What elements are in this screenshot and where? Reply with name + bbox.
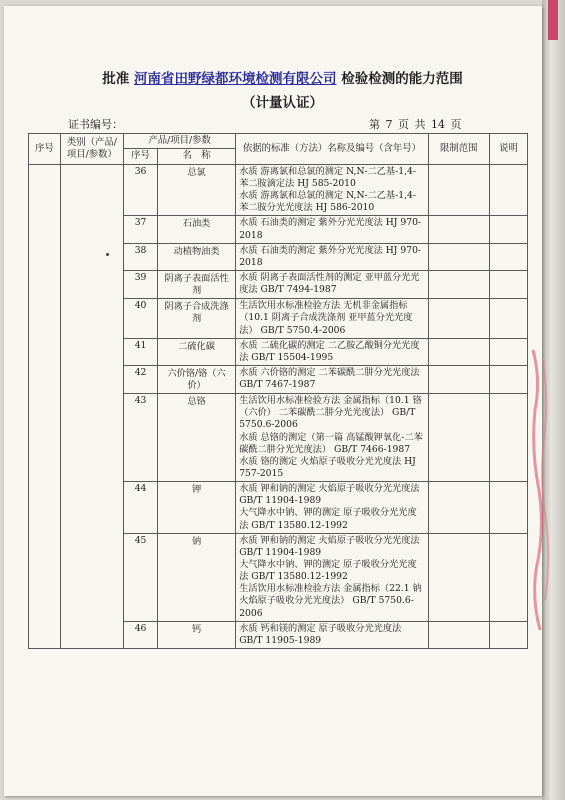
header-product-group: 产品/项目/参数 (124, 134, 236, 149)
standard-text: 水质 二硫化碳的测定 二乙胺乙酸铜分光光度法 GB/T 15504-1995 (239, 339, 420, 363)
item-number: 45 (124, 533, 158, 621)
note-cell (489, 338, 527, 365)
title-prefix: 批准 (102, 71, 130, 87)
standard-cell (236, 216, 428, 243)
standard-cell (236, 621, 428, 648)
standard-cell (236, 270, 428, 298)
item-number: 37 (124, 216, 158, 243)
limit-cell (428, 299, 489, 338)
note-cell (489, 243, 527, 270)
title-suffix: 检验检测的能力范围 (341, 71, 463, 87)
standard-text: 水质 钾和钠的测定 火焰原子吸收分光光度法 GB/T 11904-1989 (239, 483, 420, 507)
limit-cell (428, 365, 489, 393)
standard-cell (236, 338, 428, 365)
standard-text: 水质 石油类的测定 紫外分光光度法 HJ 970-2018 (239, 217, 422, 241)
item-number: 38 (124, 243, 158, 270)
note-cell (489, 270, 527, 298)
header-item-no: 序号 (124, 149, 158, 164)
standard-text: 水质 铬的测定 火焰原子吸收分光光度法 HJ 757-2015 (239, 455, 416, 480)
note-cell (489, 621, 527, 648)
limit-cell (428, 270, 489, 298)
standard-text: 生活饮用水标准检验方法 金属指标（10.1 铬（六价） 二苯碳酰二肼分光光度法） GB/T 5750.6-2006 (239, 395, 422, 431)
header-item-name: 名 称 (157, 149, 235, 164)
standard-cell (236, 299, 428, 338)
standard-text: 水质 总铬的测定（第一篇 高锰酸钾氧化-二苯碳酰二肼分光光度法） GB/T 7466-1987 (239, 431, 423, 455)
item-number: 43 (124, 394, 158, 482)
certificate-number-label: 证书编号： (68, 118, 123, 131)
item-number: 36 (124, 164, 158, 216)
standard-cell (236, 365, 428, 393)
page-subtitle: （计量认证） (242, 95, 323, 111)
limit-cell (428, 338, 489, 365)
note-cell (489, 482, 527, 534)
standard-text: 水质 石油类的测定 紫外分光光度法 HJ 970-2018 (239, 244, 422, 268)
category-cell (60, 164, 123, 648)
table-body (29, 164, 528, 648)
note-cell (489, 533, 527, 621)
item-name: 六价铬/铬（六价） (157, 365, 235, 393)
note-cell (489, 216, 527, 243)
standard-text: 大气降水中钠、钾的测定 原子吸收分光光度法 GB/T 13580.12-1992 (239, 559, 417, 583)
item-name: 动植物油类 (157, 243, 235, 270)
item-name: 总铬 (157, 394, 235, 482)
standard-cell (236, 394, 428, 482)
organization-name: 河南省田野绿都环境检测有限公司 (134, 71, 337, 87)
standard-text: 生活饮用水标准检验方法 无机非金属指标（10.1 阴离子合成洗涤剂 亚甲蓝分光光度法） GB/T 5750.4-2006 (239, 300, 413, 336)
note-cell (489, 394, 527, 482)
limit-cell (428, 482, 489, 534)
header-category: 类别（产品/项目/参数） (60, 134, 123, 165)
limit-cell (428, 243, 489, 270)
standard-cell (236, 164, 428, 216)
limit-cell (428, 216, 489, 243)
header-limit: 限制范围 (428, 134, 489, 165)
seq-cell (29, 164, 61, 648)
item-number: 44 (124, 482, 158, 534)
item-name: 钾 (157, 482, 235, 534)
item-number: 41 (124, 338, 158, 365)
red-seal-stamp (527, 340, 553, 640)
item-name: 阴离子表面活性剂 (157, 270, 235, 298)
standard-text: 水质 游离氯和总氯的测定 N,N-二乙基-1,4-苯二胺分光光度法 HJ 586-2010 (239, 190, 416, 214)
item-name: 钠 (157, 533, 235, 621)
note-cell (489, 299, 527, 338)
item-number: 39 (124, 270, 158, 298)
limit-cell (428, 394, 489, 482)
table-row (29, 164, 528, 216)
header-seq: 序号 (29, 134, 61, 165)
capability-table (28, 133, 528, 649)
standard-text: 水质 钙和镁的测定 原子吸收分光光度法 GB/T 11905-1989 (239, 622, 402, 646)
item-number: 40 (124, 299, 158, 338)
standard-text: 水质 六价铬的测定 二苯碳酰二肼分光光度法 GB/T 7467-1987 (239, 366, 420, 391)
item-name: 二硫化碳 (157, 338, 235, 365)
item-number: 46 (124, 621, 158, 648)
item-name: 钙 (157, 621, 235, 648)
limit-cell (428, 621, 489, 648)
limit-cell (428, 533, 489, 621)
item-name: 阴离子合成洗涤剂 (157, 299, 235, 338)
standard-text: 水质 阴离子表面活性剂的测定 亚甲蓝分光光度法 GB/T 7494-1987 (239, 271, 420, 296)
binding-tab (548, 0, 558, 40)
header-standard: 依据的标准（方法）名称及编号（含年号） (236, 134, 428, 165)
item-number: 42 (124, 365, 158, 393)
page-title (0, 67, 565, 87)
standard-text: 水质 游离氯和总氯的测定 N,N-二乙基-1,4-苯二胺滴定法 HJ 585-2010 (239, 165, 416, 189)
limit-cell (428, 164, 489, 216)
standard-text: 生活饮用水标准检验方法 金属指标（22.1 钠 火焰原子吸收分光光度法） GB/T 5750.6-2006 (239, 583, 422, 619)
page-number: 第 7 页 共 14 页 (369, 118, 462, 131)
item-name: 总氯 (157, 164, 235, 216)
note-cell (489, 365, 527, 393)
standard-cell (236, 533, 428, 621)
header-note: 说明 (489, 134, 527, 165)
scan-speck (106, 253, 109, 256)
standard-text: 大气降水中钠、钾的测定 原子吸收分光光度法 GB/T 13580.12-1992 (239, 507, 417, 531)
item-name: 石油类 (157, 216, 235, 243)
note-cell (489, 164, 527, 216)
standard-cell (236, 482, 428, 534)
standard-text: 水质 钾和钠的测定 火焰原子吸收分光光度法 GB/T 11904-1989 (239, 534, 420, 558)
standard-cell (236, 243, 428, 270)
